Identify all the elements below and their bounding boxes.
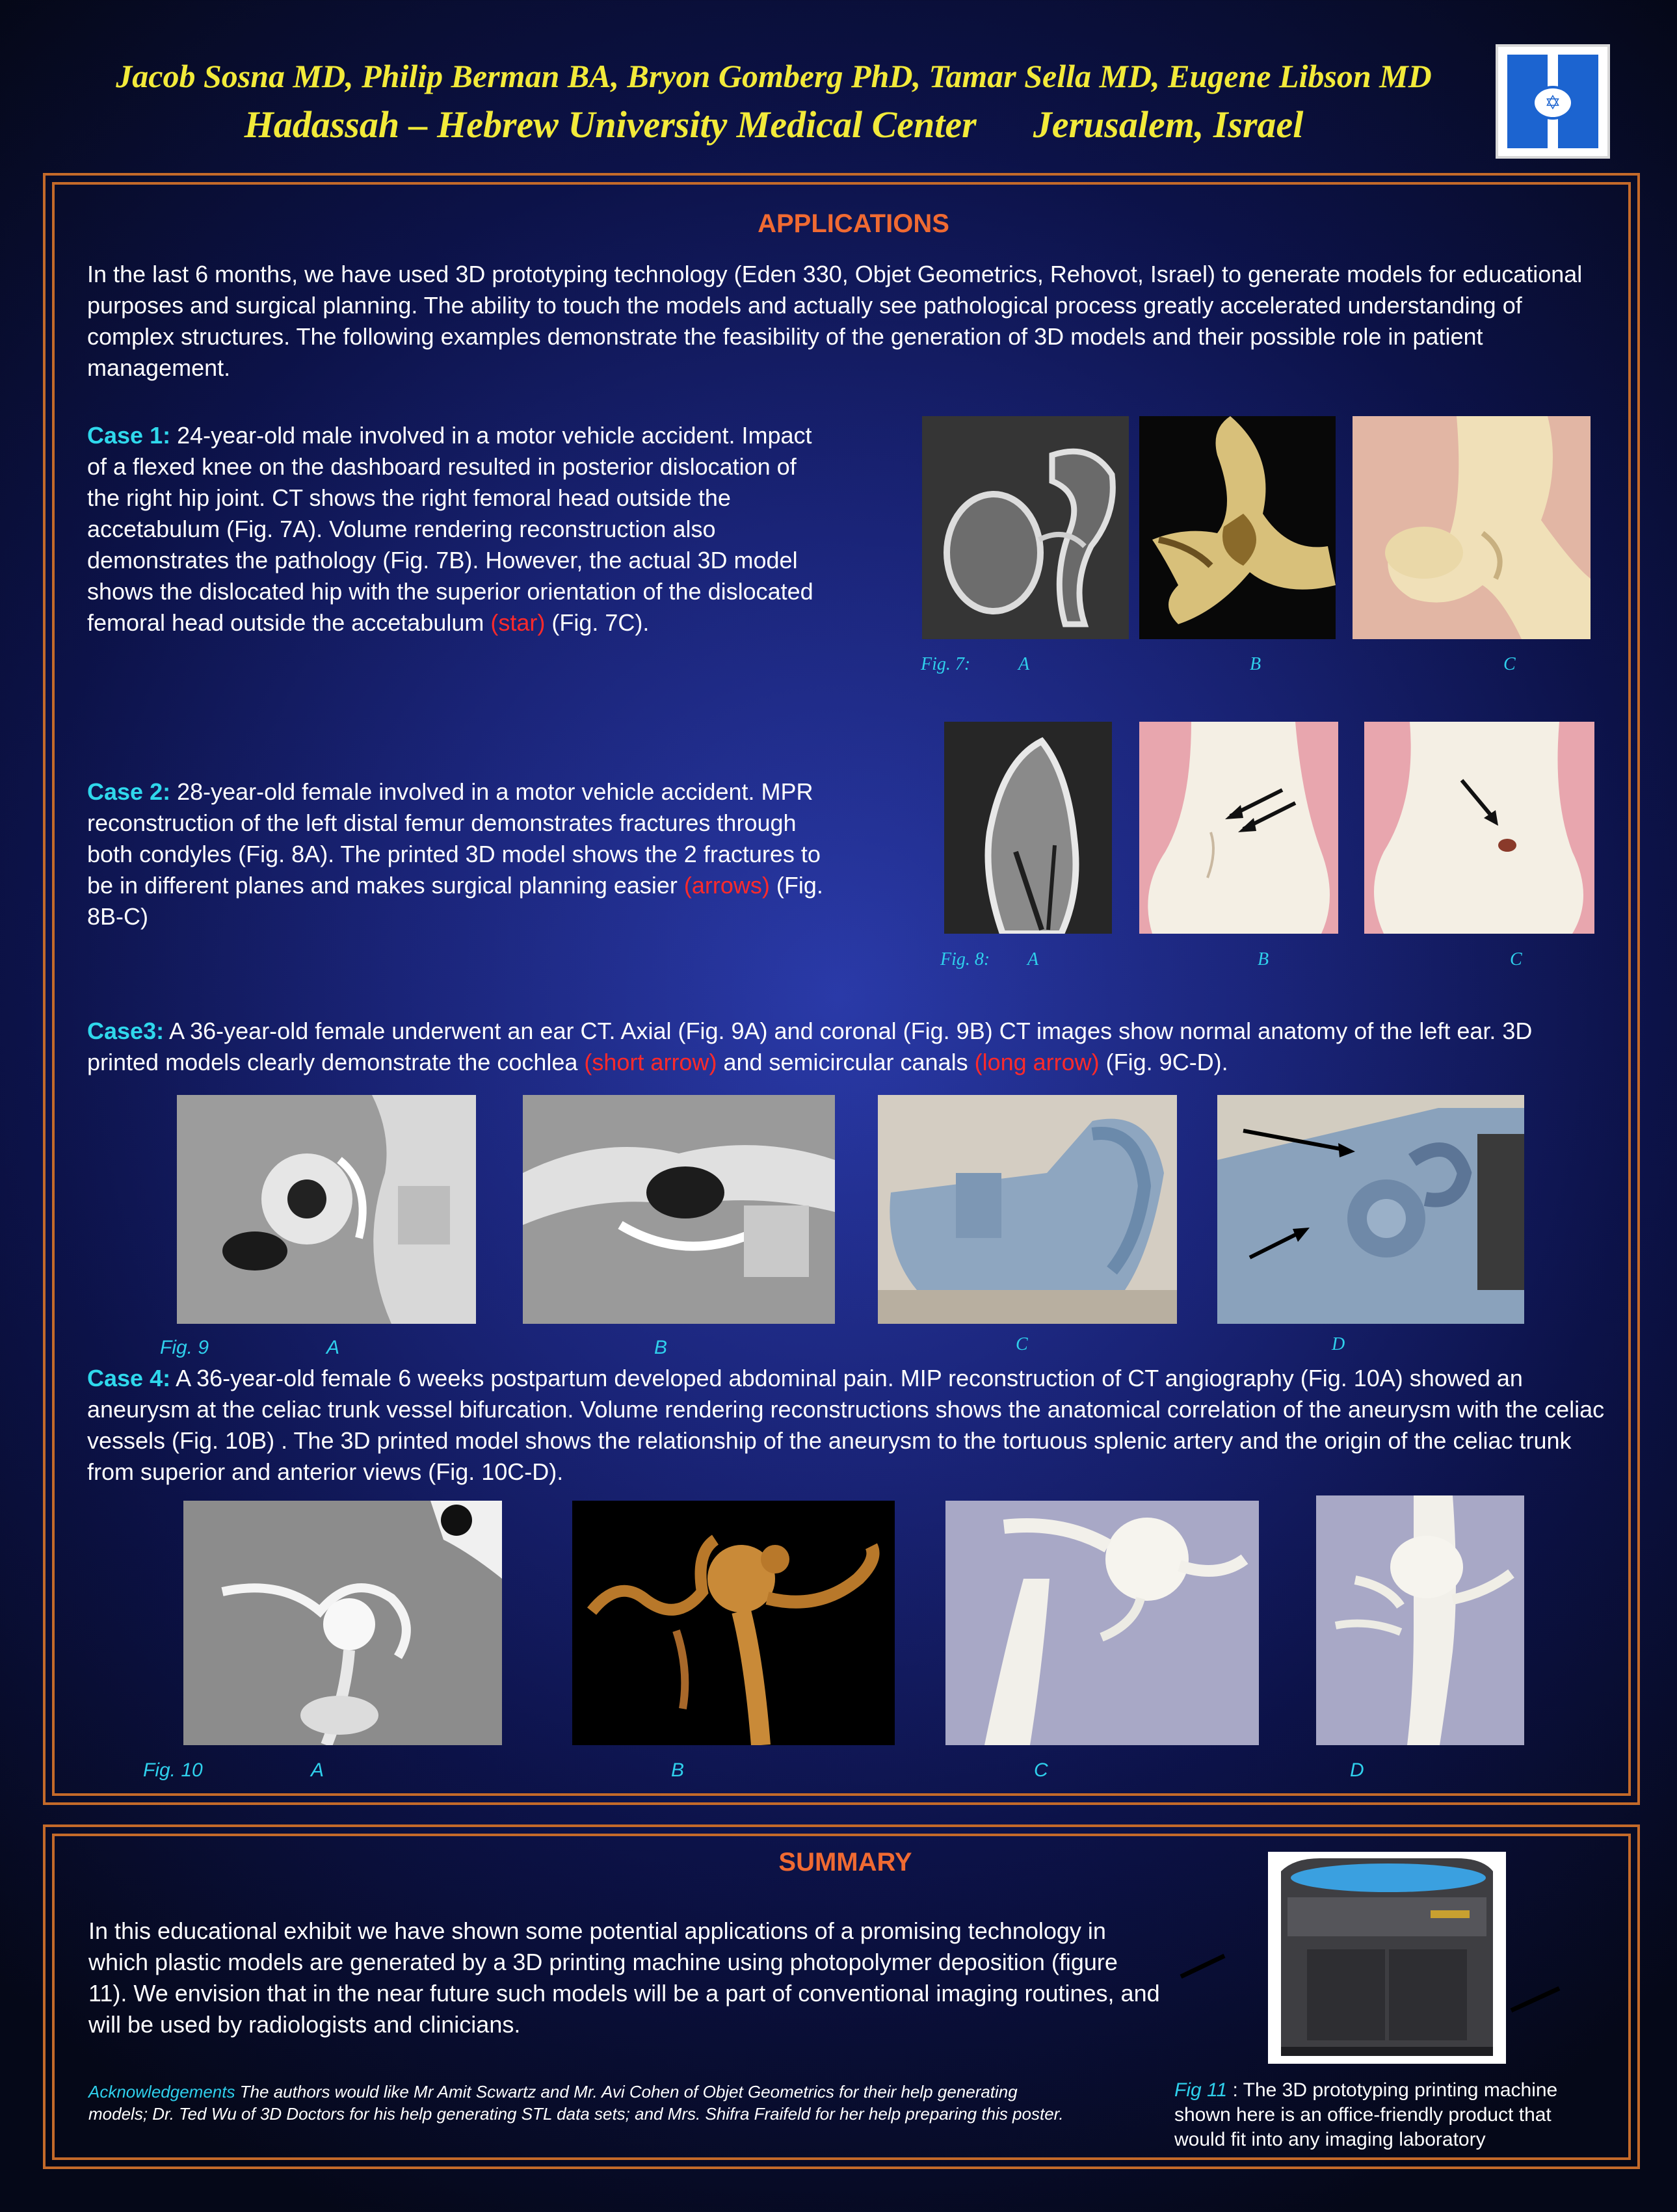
fig11-caption: Fig 11 : The 3D prototyping printing machine shown here is an office-friendly product that would fit into any imaging laboratory [1174,2079,1558,2150]
case4-label: Case 4: [87,1365,171,1391]
fig9-c-label: C [1016,1334,1028,1354]
fig9b-coronal-ct-ear [523,1095,835,1324]
fig7-label: Fig. 7: [921,654,971,674]
summary-text: In this educational exhibit we have shown some potential applications of a promising technology in which plastic models are generated by a 3D printing machine using photopolymer deposition (figure 11). We envision that in the near future such models will be a part of conventional imaging routines, and will be used by radiologists and clinicians. [88,1917,1160,2038]
case2-text: Case 2: 28-year-old female involved in a motor vehicle accident. MPR reconstruction of the left distal femur demonstrates fractures through both condyles (Fig. 8A). The printed 3D model shows the 2 fractures to be in different planes and makes surgical planning easier (arrows) (Fig. 8B-C) [87,778,823,930]
fig8-label: Fig. 8: [940,949,990,969]
case3-text: Case3: A 36-year-old female underwent an ear CT. Axial (Fig. 9A) and coronal (Fig. 9B) CT images show normal anatomy of the left ear. 3D printed models clearly demonstrate the cochlea (short arrow) and semicircular canals (long arrow) (Fig. 9C-D). [87,1018,1533,1075]
case1-text: Case 1: 24-year-old male involved in a motor vehicle accident. Impact of a flexed knee on the dashboard resulted in posterior dislocation of the right hip joint. CT shows the right femoral head outside the accetabulum (Fig. 7A). Volume rendering reconstruction also demonstrates the pathology (Fig. 7B). However, the actual 3D model shows the dislocated hip with the superior orientation of the dislocated femoral head outside the accetabulum (star) (Fig. 7C). [87,422,813,636]
fig11-label: Fig 11 [1174,2079,1228,2101]
long-arrow-highlight: (long arrow) [974,1049,1100,1075]
acknowledgements: Acknowledgements The authors would like Mr Amit Scwartz and Mr. Avi Cohen of Objet Geometrics for their help generating models; Dr. Ted Wu of 3D Doctors for his help generating STL data sets; and Mrs. Shifra Fraifeld for her help preparing this poster. [88,2082,1064,2124]
fig10-a-label: A [311,1759,324,1781]
acknowledgements-label: Acknowledgements [88,2082,235,2101]
summary-heading: SUMMARY [778,1848,912,1876]
applications-intro: In the last 6 months, we have used 3D prototyping technology (Eden 330, Objet Geometrics, Rehovot, Israel) to generate models for educational purposes and surgical planning. The ability to touch the models and actually see pathological process greatly accelerated understanding of complex structures. The following examples demonstrate the feasibility of the generation of 3D models and their possible role in patient management. [87,261,1583,381]
case3-label: Case3: [87,1018,165,1044]
arrows-highlight: (arrows) [683,872,770,899]
fig9-a-label: A [326,1337,340,1358]
fig10b-volume-render-celiac [572,1501,895,1745]
printer-pointer-left [1176,1951,1228,1983]
fig9-label: Fig. 9 [160,1337,209,1358]
fig9-d-label: D [1332,1334,1345,1354]
fig10c-3d-model-celiac-superior [945,1501,1259,1745]
fig7b-volume-render-hip [1139,416,1336,639]
fig9a-axial-ct-ear [177,1095,476,1324]
printer-pointer-right [1509,1983,1561,2016]
fig7-a-label: A [1018,654,1030,674]
case2-label: Case 2: [87,778,171,805]
short-arrow-highlight: (short arrow) [584,1049,717,1075]
fig10-c-label: C [1034,1759,1048,1781]
fig7-b-label: B [1250,654,1261,674]
fig10a-mip-cta [183,1501,502,1745]
fig8-a-label: A [1027,949,1039,969]
fig8-c-label: C [1510,949,1522,969]
fig8b-3d-model-femur [1139,722,1338,934]
star-highlight: (star) [490,609,546,636]
fig10-label: Fig. 10 [143,1759,203,1781]
fig7-c-label: C [1503,654,1516,674]
case4-text: Case 4: A 36-year-old female 6 weeks postpartum developed abdominal pain. MIP reconstruction of CT angiography (Fig. 10A) showed an aneurysm at the celiac trunk vessel bifurcation. Volume rendering reconstructions shows the anatomical correlation of the aneurysm with the celiac vessels (Fig. 10B) . The 3D printed model shows the relationship of the aneurysm to the tortuous splenic artery and the origin of the celiac trunk from superior and anterior views (Fig. 10C-D). [87,1365,1605,1485]
fig8-b-label: B [1258,949,1269,969]
fig9-b-label: B [654,1337,668,1358]
author-list: Jacob Sosna MD, Philip Berman BA, Bryon Gomberg PhD, Tamar Sella MD, Eugene Libson MD [116,58,1432,94]
institution-line: Hadassah – Hebrew University Medical Center Jerusalem, Israel [244,103,1304,146]
fig9c-3d-model-ear [878,1095,1177,1324]
fig10-b-label: B [671,1759,685,1781]
fig7c-3d-model-hip [1353,416,1591,639]
fig9d-3d-model-ear-closeup [1217,1095,1524,1324]
fig10-d-label: D [1350,1759,1364,1781]
fig7a-ct-hip [922,416,1129,639]
fig10d-3d-model-celiac-anterior [1316,1495,1524,1745]
hadassah-logo: ✡ [1496,44,1610,159]
fig8c-3d-model-femur [1364,722,1594,934]
applications-heading: APPLICATIONS [758,209,949,238]
case1-label: Case 1: [87,422,171,449]
fig11-3d-printer [1268,1852,1506,2064]
fig8a-mpr-femur [944,722,1112,934]
